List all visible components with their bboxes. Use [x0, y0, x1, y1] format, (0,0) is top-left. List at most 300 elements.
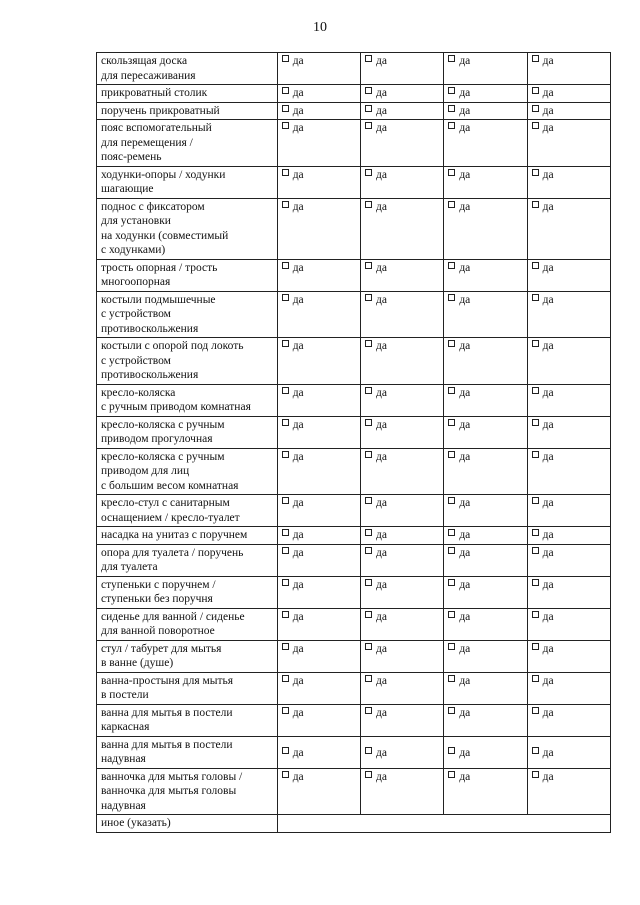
checkbox-label: да [376, 340, 387, 352]
checkbox[interactable] [365, 643, 372, 650]
table-row [97, 53, 611, 85]
checkbox[interactable] [282, 579, 289, 586]
checkbox[interactable] [282, 451, 289, 458]
checkbox[interactable] [532, 105, 539, 112]
item-label: трость опорная / трость многоопорная [97, 259, 278, 291]
checkbox[interactable] [365, 675, 372, 682]
checkbox[interactable] [448, 169, 455, 176]
checkbox[interactable] [448, 707, 455, 714]
checkbox-label: да [542, 497, 554, 509]
checkbox[interactable] [365, 529, 372, 536]
table-row [97, 102, 611, 120]
item-label: поручень прикроватный [97, 102, 278, 120]
checkbox[interactable] [365, 547, 372, 554]
yes-option[interactable] [444, 704, 527, 736]
checkbox-label: да [459, 340, 471, 352]
item-label: опора для туалета / поручень для туалета [97, 544, 278, 576]
checkbox[interactable] [448, 611, 455, 618]
item-label: кресло-коляска с ручным приводом прогулочная [97, 416, 278, 448]
checkbox[interactable] [282, 547, 289, 554]
yes-option[interactable] [527, 608, 610, 640]
checkbox[interactable] [365, 611, 372, 618]
yes-option[interactable] [361, 384, 444, 416]
checkbox-label: да [459, 418, 471, 431]
yes-option[interactable] [444, 85, 527, 103]
checkbox-label: да [459, 497, 471, 509]
checkbox[interactable] [448, 747, 455, 754]
yes-option[interactable] [444, 544, 527, 576]
checkbox[interactable] [282, 747, 289, 754]
checkbox-label: да [459, 200, 471, 213]
yes-option[interactable] [277, 527, 360, 545]
table-row-other [97, 815, 611, 833]
checkbox-label: да [292, 770, 304, 783]
yes-option[interactable] [444, 120, 527, 167]
checkbox[interactable] [365, 201, 372, 208]
yes-option[interactable] [444, 768, 527, 815]
checkbox[interactable] [282, 169, 289, 176]
yes-option[interactable] [527, 640, 610, 672]
checkbox-label: да [376, 578, 387, 591]
checkbox-label: да [459, 610, 471, 623]
yes-option[interactable] [361, 120, 444, 167]
checkbox[interactable] [448, 547, 455, 554]
checkbox-label: да [292, 546, 304, 559]
checkbox[interactable] [532, 579, 539, 586]
checkbox-label: да [542, 293, 554, 306]
checkbox[interactable] [282, 201, 289, 208]
yes-option[interactable] [444, 640, 527, 672]
checkbox-label: да [292, 293, 304, 306]
yes-option[interactable] [277, 672, 360, 704]
checkbox-label: да [376, 546, 387, 559]
checkbox[interactable] [365, 294, 372, 301]
table-row [97, 448, 611, 495]
item-label: кресло-стул с санитарным оснащением / кресло-туалет [97, 495, 278, 527]
checkbox-label: да [459, 168, 471, 181]
yes-option[interactable] [527, 259, 610, 291]
checkbox[interactable] [282, 529, 289, 536]
checkbox[interactable] [532, 294, 539, 301]
checkbox[interactable] [365, 122, 372, 129]
checkbox[interactable] [365, 451, 372, 458]
yes-option[interactable] [277, 448, 360, 495]
checkbox[interactable] [532, 611, 539, 618]
checkbox[interactable] [365, 771, 372, 778]
item-label: ванна для мытья в постели надувная [97, 736, 278, 768]
checkbox-label: да [542, 610, 554, 623]
item-label: сиденье для ванной / сиденье для ванной поворотное [97, 608, 278, 640]
item-label: кресло-коляска с ручным приводом для лиц с большим весом комнатная [97, 448, 278, 495]
yes-option[interactable] [361, 495, 444, 527]
item-label: поднос с фиксатором для установки на ходунки (совместимый с ходунками) [97, 198, 278, 259]
checkbox[interactable] [448, 643, 455, 650]
checkbox[interactable] [448, 294, 455, 301]
yes-option[interactable] [361, 291, 444, 338]
checkbox[interactable] [365, 87, 372, 94]
yes-option[interactable] [277, 259, 360, 291]
checkbox-label: да [542, 122, 554, 134]
checkbox-label: да [376, 261, 387, 274]
table-row [97, 495, 611, 527]
table-row [97, 576, 611, 608]
yes-option[interactable] [277, 291, 360, 338]
checkbox-label: да [542, 746, 554, 759]
checkbox[interactable] [365, 419, 372, 426]
checkbox-label: да [459, 706, 471, 719]
checkbox-label: да [459, 770, 471, 783]
checkbox[interactable] [365, 747, 372, 754]
checkbox-label: да [376, 770, 387, 783]
checkbox-label: да [542, 87, 554, 99]
yes-option[interactable] [527, 448, 610, 495]
yes-option[interactable] [361, 736, 444, 768]
yes-option[interactable] [444, 384, 527, 416]
yes-option[interactable] [444, 608, 527, 640]
table-row [97, 527, 611, 545]
item-label: кресло-коляска с ручным приводом комнатная [97, 384, 278, 416]
checkbox[interactable] [532, 747, 539, 754]
yes-option[interactable] [444, 448, 527, 495]
item-label: ванна для мытья в постели каркасная [97, 704, 278, 736]
checkbox[interactable] [532, 87, 539, 94]
checkbox[interactable] [532, 497, 539, 504]
checkbox-label: да [292, 122, 304, 134]
yes-option[interactable] [277, 544, 360, 576]
checkbox[interactable] [448, 497, 455, 504]
item-label: насадка на унитаз с поручнем [97, 527, 278, 545]
yes-option[interactable] [361, 338, 444, 385]
yes-option[interactable] [527, 85, 610, 103]
checkbox[interactable] [532, 169, 539, 176]
table-row [97, 198, 611, 259]
checkbox-label: да [459, 87, 471, 99]
yes-option[interactable] [361, 85, 444, 103]
yes-option[interactable] [444, 576, 527, 608]
checkbox-label: да [376, 293, 387, 306]
checkbox[interactable] [448, 340, 455, 347]
checkbox[interactable] [532, 201, 539, 208]
equipment-rows [97, 53, 611, 833]
checkbox[interactable] [448, 122, 455, 129]
checkbox-label: да [292, 87, 304, 99]
yes-option[interactable] [527, 736, 610, 768]
yes-option[interactable] [527, 495, 610, 527]
checkbox[interactable] [448, 387, 455, 394]
table-row [97, 736, 611, 768]
item-label: ванночка для мытья головы / ванночка для мытья головы надувная [97, 768, 278, 815]
checkbox-label: да [542, 200, 554, 213]
checkbox-label: да [376, 529, 387, 541]
yes-option[interactable] [527, 768, 610, 815]
checkbox[interactable] [282, 122, 289, 129]
checkbox[interactable] [532, 55, 539, 62]
checkbox[interactable] [282, 262, 289, 269]
item-label: пояс вспомогательный для перемещения / пояс-ремень [97, 120, 278, 167]
checkbox[interactable] [532, 675, 539, 682]
item-label: прикроватный столик [97, 85, 278, 103]
table-row [97, 768, 611, 815]
yes-option[interactable] [277, 576, 360, 608]
checkbox-label: да [292, 497, 304, 509]
yes-option[interactable] [527, 672, 610, 704]
yes-option[interactable] [527, 338, 610, 385]
checkbox[interactable] [532, 547, 539, 554]
yes-option[interactable] [444, 166, 527, 198]
checkbox-label: да [542, 261, 554, 274]
checkbox[interactable] [532, 387, 539, 394]
checkbox[interactable] [282, 55, 289, 62]
checkbox-label: да [542, 529, 554, 541]
yes-option[interactable] [277, 53, 360, 85]
yes-option[interactable] [361, 672, 444, 704]
checkbox-label: да [376, 55, 387, 67]
checkbox-label: да [459, 642, 471, 655]
yes-option[interactable] [444, 527, 527, 545]
checkbox-label: да [459, 674, 471, 687]
checkbox[interactable] [365, 340, 372, 347]
yes-option[interactable] [361, 527, 444, 545]
yes-option[interactable] [277, 166, 360, 198]
yes-option[interactable] [277, 338, 360, 385]
yes-option[interactable] [361, 576, 444, 608]
checkbox[interactable] [365, 707, 372, 714]
checkbox-label: да [542, 386, 554, 399]
checkbox[interactable] [532, 262, 539, 269]
table-row [97, 166, 611, 198]
yes-option[interactable] [277, 704, 360, 736]
yes-option[interactable] [361, 259, 444, 291]
checkbox[interactable] [532, 529, 539, 536]
checkbox-label: да [292, 418, 304, 431]
yes-option[interactable] [444, 259, 527, 291]
checkbox-label: да [376, 122, 387, 134]
table-row [97, 704, 611, 736]
checkbox-label: да [542, 340, 554, 352]
yes-option[interactable] [527, 166, 610, 198]
yes-option[interactable] [277, 495, 360, 527]
yes-option[interactable] [527, 576, 610, 608]
checkbox-label: да [376, 642, 387, 655]
checkbox-label: да [459, 55, 471, 67]
checkbox[interactable] [365, 387, 372, 394]
checkbox-label: да [292, 578, 304, 591]
checkbox[interactable] [532, 122, 539, 129]
equipment-table [96, 52, 611, 833]
yes-option[interactable] [361, 544, 444, 576]
checkbox-label: да [292, 642, 304, 655]
checkbox[interactable] [282, 87, 289, 94]
checkbox-label: да [376, 610, 387, 623]
item-label: костыли подмышечные с устройством противоскольжения [97, 291, 278, 338]
checkbox-label: да [376, 418, 387, 431]
checkbox[interactable] [448, 771, 455, 778]
checkbox[interactable] [282, 419, 289, 426]
other-specify-field[interactable] [277, 815, 610, 833]
yes-option[interactable] [444, 672, 527, 704]
checkbox-label: да [376, 497, 387, 509]
checkbox[interactable] [532, 340, 539, 347]
table-row [97, 338, 611, 385]
table-row [97, 640, 611, 672]
yes-option[interactable] [277, 608, 360, 640]
checkbox-label: да [292, 746, 304, 759]
yes-option[interactable] [527, 384, 610, 416]
checkbox[interactable] [448, 55, 455, 62]
checkbox-label: да [292, 200, 304, 213]
checkbox[interactable] [282, 611, 289, 618]
checkbox-label: да [292, 529, 304, 541]
checkbox-label: да [376, 450, 387, 463]
yes-option[interactable] [361, 768, 444, 815]
checkbox-label: да [292, 168, 304, 181]
checkbox[interactable] [448, 262, 455, 269]
checkbox[interactable] [448, 529, 455, 536]
checkbox[interactable] [282, 387, 289, 394]
checkbox-label: да [459, 122, 471, 134]
checkbox-label: да [292, 674, 304, 687]
checkbox-label: да [376, 200, 387, 213]
yes-option[interactable] [277, 640, 360, 672]
checkbox-label: да [542, 104, 554, 117]
yes-option[interactable] [277, 198, 360, 259]
checkbox-label: да [376, 87, 387, 99]
table-row [97, 672, 611, 704]
yes-option[interactable] [444, 338, 527, 385]
yes-option[interactable] [527, 120, 610, 167]
yes-option[interactable] [444, 198, 527, 259]
yes-option[interactable] [277, 416, 360, 448]
checkbox-label: да [292, 386, 304, 399]
checkbox-label: да [459, 386, 471, 399]
yes-option[interactable] [277, 120, 360, 167]
checkbox-label: да [376, 386, 387, 399]
checkbox[interactable] [282, 340, 289, 347]
checkbox[interactable] [448, 451, 455, 458]
checkbox-label: да [542, 55, 554, 67]
checkbox-label: да [292, 55, 304, 67]
checkbox[interactable] [532, 771, 539, 778]
yes-option[interactable] [361, 608, 444, 640]
yes-option[interactable] [527, 291, 610, 338]
yes-option[interactable] [527, 198, 610, 259]
checkbox[interactable] [282, 643, 289, 650]
checkbox[interactable] [532, 451, 539, 458]
yes-option[interactable] [361, 640, 444, 672]
checkbox[interactable] [365, 55, 372, 62]
yes-option[interactable] [444, 53, 527, 85]
checkbox-label: да [459, 546, 471, 559]
yes-option[interactable] [527, 102, 610, 120]
table-row [97, 416, 611, 448]
checkbox-label: да [459, 104, 471, 117]
yes-option[interactable] [527, 53, 610, 85]
checkbox-label: да [292, 340, 304, 352]
checkbox-label: да [376, 104, 387, 117]
checkbox[interactable] [448, 105, 455, 112]
yes-option[interactable] [361, 166, 444, 198]
yes-option[interactable] [277, 102, 360, 120]
yes-option[interactable] [277, 768, 360, 815]
table-row [97, 608, 611, 640]
checkbox[interactable] [448, 87, 455, 94]
checkbox[interactable] [532, 419, 539, 426]
yes-option[interactable] [277, 384, 360, 416]
table-row [97, 85, 611, 103]
yes-option[interactable] [361, 198, 444, 259]
checkbox[interactable] [448, 201, 455, 208]
checkbox[interactable] [532, 707, 539, 714]
yes-option[interactable] [277, 736, 360, 768]
checkbox-label: да [292, 450, 304, 463]
table-row [97, 384, 611, 416]
checkbox-label: да [542, 706, 554, 719]
yes-option[interactable] [444, 495, 527, 527]
checkbox-label: да [376, 706, 387, 719]
checkbox[interactable] [448, 675, 455, 682]
yes-option[interactable] [444, 736, 527, 768]
yes-option[interactable] [444, 416, 527, 448]
yes-option[interactable] [527, 416, 610, 448]
checkbox[interactable] [282, 294, 289, 301]
yes-option[interactable] [361, 53, 444, 85]
yes-option[interactable] [444, 291, 527, 338]
other-label: иное (указать) [97, 815, 278, 833]
yes-option[interactable] [361, 416, 444, 448]
item-label: ходунки-опоры / ходунки шагающие [97, 166, 278, 198]
table-row [97, 291, 611, 338]
yes-option[interactable] [527, 544, 610, 576]
item-label: ступеньки с поручнем / ступеньки без поручня [97, 576, 278, 608]
yes-option[interactable] [277, 85, 360, 103]
checkbox-label: да [542, 578, 554, 591]
checkbox[interactable] [532, 643, 539, 650]
checkbox[interactable] [365, 105, 372, 112]
yes-option[interactable] [444, 102, 527, 120]
checkbox[interactable] [365, 262, 372, 269]
checkbox-label: да [292, 104, 304, 117]
yes-option[interactable] [527, 527, 610, 545]
checkbox-label: да [459, 746, 471, 759]
checkbox[interactable] [282, 771, 289, 778]
item-label: ванна-простыня для мытья в постели [97, 672, 278, 704]
item-label: скользящая доска для пересаживания [97, 53, 278, 85]
checkbox[interactable] [365, 169, 372, 176]
checkbox-label: да [459, 450, 471, 463]
checkbox[interactable] [282, 675, 289, 682]
checkbox[interactable] [282, 497, 289, 504]
item-label: стул / табурет для мытья в ванне (душе) [97, 640, 278, 672]
yes-option[interactable] [361, 448, 444, 495]
checkbox-label: да [292, 610, 304, 623]
checkbox-label: да [292, 261, 304, 274]
checkbox[interactable] [448, 579, 455, 586]
yes-option[interactable] [527, 704, 610, 736]
checkbox-label: да [542, 770, 554, 783]
checkbox[interactable] [448, 419, 455, 426]
checkbox[interactable] [365, 497, 372, 504]
table-row [97, 120, 611, 167]
yes-option[interactable] [361, 102, 444, 120]
checkbox-label: да [376, 168, 387, 181]
checkbox-label: да [542, 418, 554, 431]
checkbox-label: да [459, 261, 471, 274]
checkbox[interactable] [282, 707, 289, 714]
checkbox[interactable] [365, 579, 372, 586]
yes-option[interactable] [361, 704, 444, 736]
checkbox-label: да [542, 642, 554, 655]
checkbox[interactable] [282, 105, 289, 112]
